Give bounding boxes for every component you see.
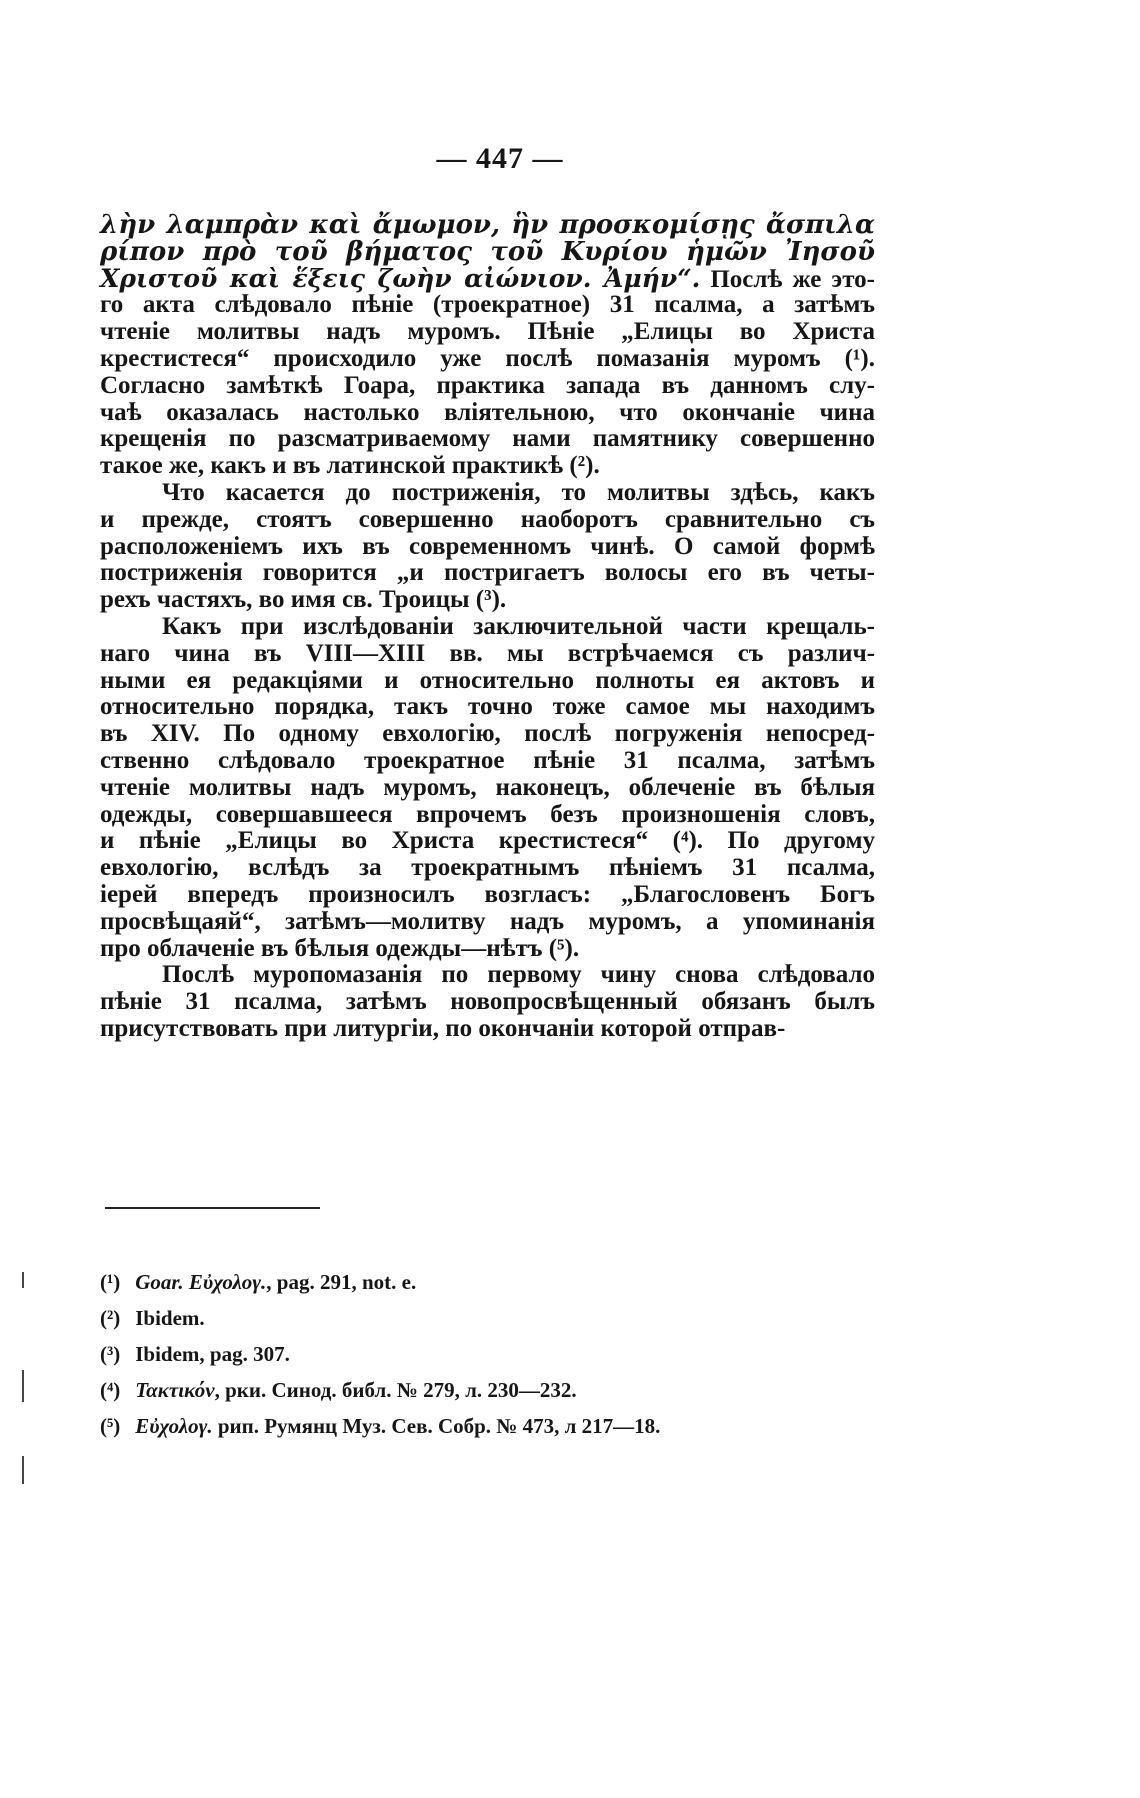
footnote-marker: (¹) [100,1270,121,1294]
body-text [100,212,875,1043]
footnote-separator [105,1207,320,1209]
footnote [100,1408,900,1444]
paragraph [100,480,875,614]
text-line: крестистеся“ происходило уже послѣ помазанія муромъ (¹). [100,344,875,372]
paragraph [100,962,875,1042]
footnote-text: , рки. Синод. библ. № 279, л. 230—232. [214,1378,577,1402]
text-line: наго чина въ VIII—XIII вв. мы встрѣчаемся съ различ- [100,639,875,667]
text-line: пѣніе 31 псалма, затѣмъ новопросвѣщенный обязанъ былъ [100,988,875,1016]
margin-mark [22,1370,24,1402]
text-line: просвѣщаяй“, затѣмъ—молитву надъ муромъ, а упоминанія [100,907,875,935]
text-line: Послѣ муропомазанія по первому чину снова слѣдовало [162,961,875,989]
text-line [100,263,876,293]
greek-text: Χριστοῦ καὶ ἕξεις ζωὴν αἰώνιον. Ἀμήν“. [100,263,701,293]
footnote-text: рип. Румянц Муз. Сев. Собр. № 473, л 217—18. [212,1414,661,1438]
text-line: постриженія говорится „и постригаетъ волосы его въ четы- [100,559,875,587]
paragraph [100,212,875,480]
text-line: крещенія по разсматриваемому нами памятнику совершенно [100,425,875,453]
footnote [100,1372,900,1408]
margin-mark [22,1272,24,1288]
text-line: присутствовать при литургіи, по окончаніи которой отправ- [100,1014,786,1042]
footnote [100,1300,900,1336]
footnote-text: Ibidem. [135,1306,205,1330]
footnote-text: Ibidem, pag. 307. [135,1342,290,1366]
text-line: ными ея редакціями и относительно полноты ея актовъ и [100,666,875,694]
text-line: Согласно замѣткѣ Гоара, практика запада въ данномъ слу- [100,371,875,399]
footnote-marker: (³) [100,1342,121,1366]
text-line: евхологію, вслѣдъ за троекратнымъ пѣніемъ 31 псалма, [100,854,875,882]
text-line: относительно порядка, такъ точно тоже самое мы находимъ [100,693,875,721]
text-line: такое же, какъ и въ латинской практикѣ (²). [100,452,600,480]
text-line: іерей впередъ произносилъ возгласъ: „Благословенъ Богъ [100,880,875,908]
text-line: и прежде, стоятъ совершенно наоборотъ сравнительно съ [100,505,875,533]
margin-mark [22,1456,24,1484]
footnote-source-title: Τακτικόν [135,1378,215,1402]
text-line: Что касается до постриженія, то молитвы здѣсь, какъ [162,478,875,506]
text-line: чтеніе молитвы надъ муромъ, наконецъ, облеченіе въ бѣлыя [100,773,875,801]
footnote-source-title: Goar. Εὐχολογ. [135,1270,267,1294]
text-line: λὴν λαμπρὰν καὶ ἄμωμον, ἣν προσκομίσῃς ἄσπιλα [100,210,875,240]
footnote [100,1264,900,1300]
text-line: го акта слѣдовало пѣніе (троекратное) 31 псалма, а затѣмъ [100,291,875,319]
page-number: — 447 — [436,142,564,175]
footnote-marker: (⁵) [100,1414,121,1438]
footnote-marker: (²) [100,1306,121,1330]
text-line: чтеніе молитвы надъ муромъ. Пѣніе „Елицы во Христа [100,318,875,346]
text-line: и пѣніе „Елицы во Христа крестистеся“ (⁴). По другому [100,827,875,855]
footnote-marker: (⁴) [100,1378,121,1402]
text-line: расположеніемъ ихъ въ современномъ чинѣ. О самой формѣ [100,532,875,560]
text-line: въ XIV. По одному евхологію, послѣ погруженія непосред- [100,720,875,748]
text-line: Какъ при изслѣдованіи заключительной части крещаль- [162,612,875,640]
text-line: ственно слѣдовало троекратное пѣніе 31 псалма, затѣмъ [100,746,875,774]
footnote-source-title: Εὐχολογ. [135,1414,213,1438]
footnote-text: , pag. 291, not. e. [266,1270,417,1294]
text-line: про облаченіе въ бѣлыя одежды—нѣтъ (⁵). [100,934,580,962]
russian-text: Послѣ же это- [700,265,876,293]
text-line: ρίπον πρὸ τοῦ βήματος τοῦ Κυρίου ἡμῶν Ἰησοῦ [100,236,875,267]
footnote [100,1336,900,1372]
text-line: рехъ частяхъ, во имя св. Троицы (³). [100,586,507,614]
text-line: одежды, совершавшееся впрочемъ безъ произношенія словъ, [100,800,875,828]
footnotes [100,1264,900,1444]
text-line: чаѣ оказалась настолько вліятельною, что окончаніе чина [100,398,875,426]
paragraph [100,614,875,962]
